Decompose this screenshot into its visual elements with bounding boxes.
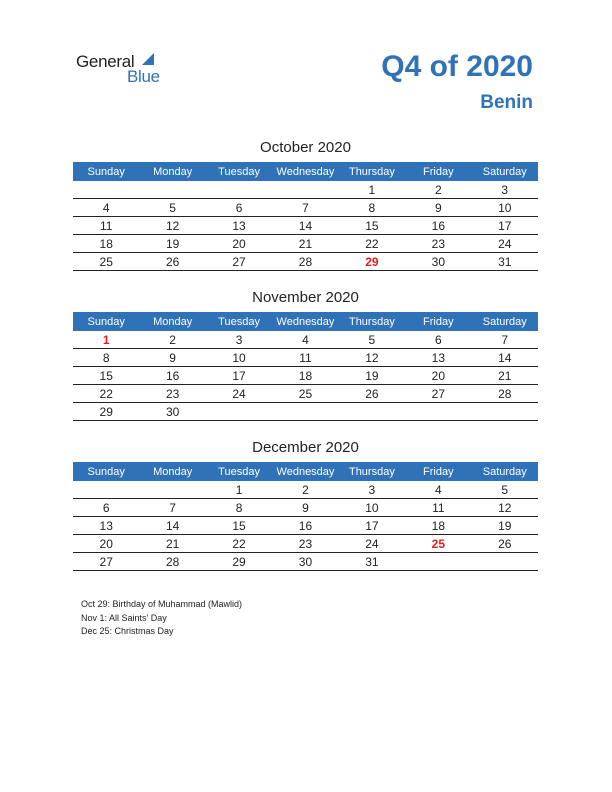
empty-day-cell	[472, 403, 538, 421]
day-cell: 16	[405, 217, 471, 235]
day-cell: 14	[472, 349, 538, 367]
day-cell: 19	[472, 517, 538, 535]
day-cell: 15	[73, 367, 139, 385]
holiday-notes	[81, 598, 242, 639]
day-cell: 12	[139, 217, 205, 235]
day-cell: 31	[472, 253, 538, 271]
week-row	[73, 199, 538, 217]
day-cell: 8	[73, 349, 139, 367]
day-cell: 16	[139, 367, 205, 385]
day-cell: 21	[472, 367, 538, 385]
week-row	[73, 553, 538, 571]
day-cell: 20	[73, 535, 139, 553]
holiday-day-cell: 25	[405, 535, 471, 553]
week-row	[73, 253, 538, 271]
day-cell: 5	[472, 481, 538, 499]
day-cell: 25	[73, 253, 139, 271]
day-cell: 18	[73, 235, 139, 253]
day-cell: 26	[339, 385, 405, 403]
day-cell: 14	[139, 517, 205, 535]
general-blue-logo	[76, 52, 176, 86]
empty-day-cell	[405, 403, 471, 421]
weekday-header: Thursday	[339, 312, 405, 331]
day-cell: 25	[272, 385, 338, 403]
empty-day-cell	[339, 403, 405, 421]
weekday-header: Tuesday	[206, 312, 272, 331]
day-cell: 3	[472, 181, 538, 199]
day-cell: 22	[206, 535, 272, 553]
day-cell: 7	[272, 199, 338, 217]
day-cell: 28	[139, 553, 205, 571]
week-row	[73, 535, 538, 553]
day-cell: 29	[206, 553, 272, 571]
day-cell: 27	[206, 253, 272, 271]
week-row	[73, 349, 538, 367]
week-row	[73, 235, 538, 253]
day-cell: 17	[472, 217, 538, 235]
weekday-header: Monday	[139, 162, 205, 181]
day-cell: 30	[139, 403, 205, 421]
day-cell: 14	[272, 217, 338, 235]
month-title: December 2020	[252, 439, 359, 456]
day-cell: 24	[339, 535, 405, 553]
day-cell: 12	[472, 499, 538, 517]
logo-text-general: General	[76, 52, 135, 71]
weekday-header: Wednesday	[272, 162, 338, 181]
day-cell: 6	[73, 499, 139, 517]
week-row	[73, 367, 538, 385]
day-cell: 1	[206, 481, 272, 499]
country-name: Benin	[480, 92, 533, 113]
day-cell: 4	[272, 331, 338, 349]
empty-day-cell	[73, 181, 139, 199]
empty-day-cell	[272, 181, 338, 199]
week-row	[73, 385, 538, 403]
weekday-header: Thursday	[339, 162, 405, 181]
day-cell: 1	[339, 181, 405, 199]
weekday-header: Friday	[405, 312, 471, 331]
weekday-header: Saturday	[472, 312, 538, 331]
month-title: October 2020	[260, 139, 351, 156]
weekday-header-row	[73, 312, 538, 331]
logo-triangle-icon	[142, 53, 154, 65]
day-cell: 9	[272, 499, 338, 517]
weekday-header: Thursday	[339, 462, 405, 481]
day-cell: 22	[73, 385, 139, 403]
day-cell: 23	[139, 385, 205, 403]
weekday-header: Tuesday	[206, 162, 272, 181]
day-cell: 12	[339, 349, 405, 367]
weekday-header: Sunday	[73, 462, 139, 481]
day-cell: 7	[472, 331, 538, 349]
day-cell: 21	[272, 235, 338, 253]
empty-day-cell	[206, 403, 272, 421]
day-cell: 23	[405, 235, 471, 253]
day-cell: 2	[139, 331, 205, 349]
day-cell: 2	[272, 481, 338, 499]
day-cell: 29	[73, 403, 139, 421]
day-cell: 6	[405, 331, 471, 349]
weekday-header: Friday	[405, 162, 471, 181]
weekday-header: Sunday	[73, 162, 139, 181]
calendar-table	[73, 312, 538, 421]
logo-text-blue: Blue	[127, 67, 160, 86]
day-cell: 17	[206, 367, 272, 385]
empty-day-cell	[139, 181, 205, 199]
week-row	[73, 181, 538, 199]
weekday-header: Monday	[139, 312, 205, 331]
holiday-day-cell: 29	[339, 253, 405, 271]
weekday-header: Sunday	[73, 312, 139, 331]
week-row	[73, 481, 538, 499]
weekday-header-row	[73, 162, 538, 181]
day-cell: 20	[206, 235, 272, 253]
week-row	[73, 403, 538, 421]
month-october	[73, 138, 538, 271]
month-december	[73, 438, 538, 571]
day-cell: 13	[73, 517, 139, 535]
calendar-table	[73, 162, 538, 271]
holiday-note: Oct 29: Birthday of Muhammad (Mawlid)	[81, 599, 243, 609]
day-cell: 16	[272, 517, 338, 535]
day-cell: 21	[139, 535, 205, 553]
empty-day-cell	[139, 481, 205, 499]
day-cell: 22	[339, 235, 405, 253]
calendar-table	[73, 462, 538, 571]
weekday-header: Wednesday	[272, 462, 338, 481]
weekday-header-row	[73, 462, 538, 481]
holiday-day-cell: 1	[73, 331, 139, 349]
empty-day-cell	[405, 553, 471, 571]
day-cell: 10	[339, 499, 405, 517]
week-row	[73, 499, 538, 517]
day-cell: 20	[405, 367, 471, 385]
day-cell: 3	[339, 481, 405, 499]
day-cell: 11	[73, 217, 139, 235]
weekday-header: Saturday	[472, 162, 538, 181]
day-cell: 19	[139, 235, 205, 253]
day-cell: 10	[472, 199, 538, 217]
day-cell: 30	[405, 253, 471, 271]
day-cell: 4	[73, 199, 139, 217]
day-cell: 18	[405, 517, 471, 535]
day-cell: 11	[272, 349, 338, 367]
day-cell: 8	[339, 199, 405, 217]
day-cell: 7	[139, 499, 205, 517]
day-cell: 27	[405, 385, 471, 403]
month-november	[73, 288, 538, 421]
day-cell: 13	[206, 217, 272, 235]
day-cell: 31	[339, 553, 405, 571]
day-cell: 18	[272, 367, 338, 385]
day-cell: 11	[405, 499, 471, 517]
empty-day-cell	[472, 553, 538, 571]
day-cell: 4	[405, 481, 471, 499]
day-cell: 24	[206, 385, 272, 403]
empty-day-cell	[73, 481, 139, 499]
week-row	[73, 517, 538, 535]
weekday-header: Tuesday	[206, 462, 272, 481]
weekday-header: Saturday	[472, 462, 538, 481]
day-cell: 13	[405, 349, 471, 367]
day-cell: 3	[206, 331, 272, 349]
weekday-header: Monday	[139, 462, 205, 481]
holiday-note: Dec 25: Christmas Day	[81, 626, 174, 636]
day-cell: 5	[339, 331, 405, 349]
day-cell: 28	[472, 385, 538, 403]
month-title: November 2020	[252, 289, 359, 306]
weekday-header: Wednesday	[272, 312, 338, 331]
day-cell: 26	[139, 253, 205, 271]
day-cell: 26	[472, 535, 538, 553]
day-cell: 28	[272, 253, 338, 271]
empty-day-cell	[206, 181, 272, 199]
day-cell: 10	[206, 349, 272, 367]
day-cell: 15	[339, 217, 405, 235]
day-cell: 23	[272, 535, 338, 553]
day-cell: 30	[272, 553, 338, 571]
day-cell: 27	[73, 553, 139, 571]
day-cell: 9	[139, 349, 205, 367]
week-row	[73, 217, 538, 235]
weekday-header: Friday	[405, 462, 471, 481]
day-cell: 8	[206, 499, 272, 517]
day-cell: 6	[206, 199, 272, 217]
page-title: Q4 of 2020	[381, 50, 533, 83]
holiday-note: Nov 1: All Saints’ Day	[81, 612, 167, 623]
day-cell: 15	[206, 517, 272, 535]
day-cell: 17	[339, 517, 405, 535]
day-cell: 19	[339, 367, 405, 385]
day-cell: 24	[472, 235, 538, 253]
day-cell: 2	[405, 181, 471, 199]
day-cell: 5	[139, 199, 205, 217]
day-cell: 9	[405, 199, 471, 217]
empty-day-cell	[272, 403, 338, 421]
week-row	[73, 331, 538, 349]
